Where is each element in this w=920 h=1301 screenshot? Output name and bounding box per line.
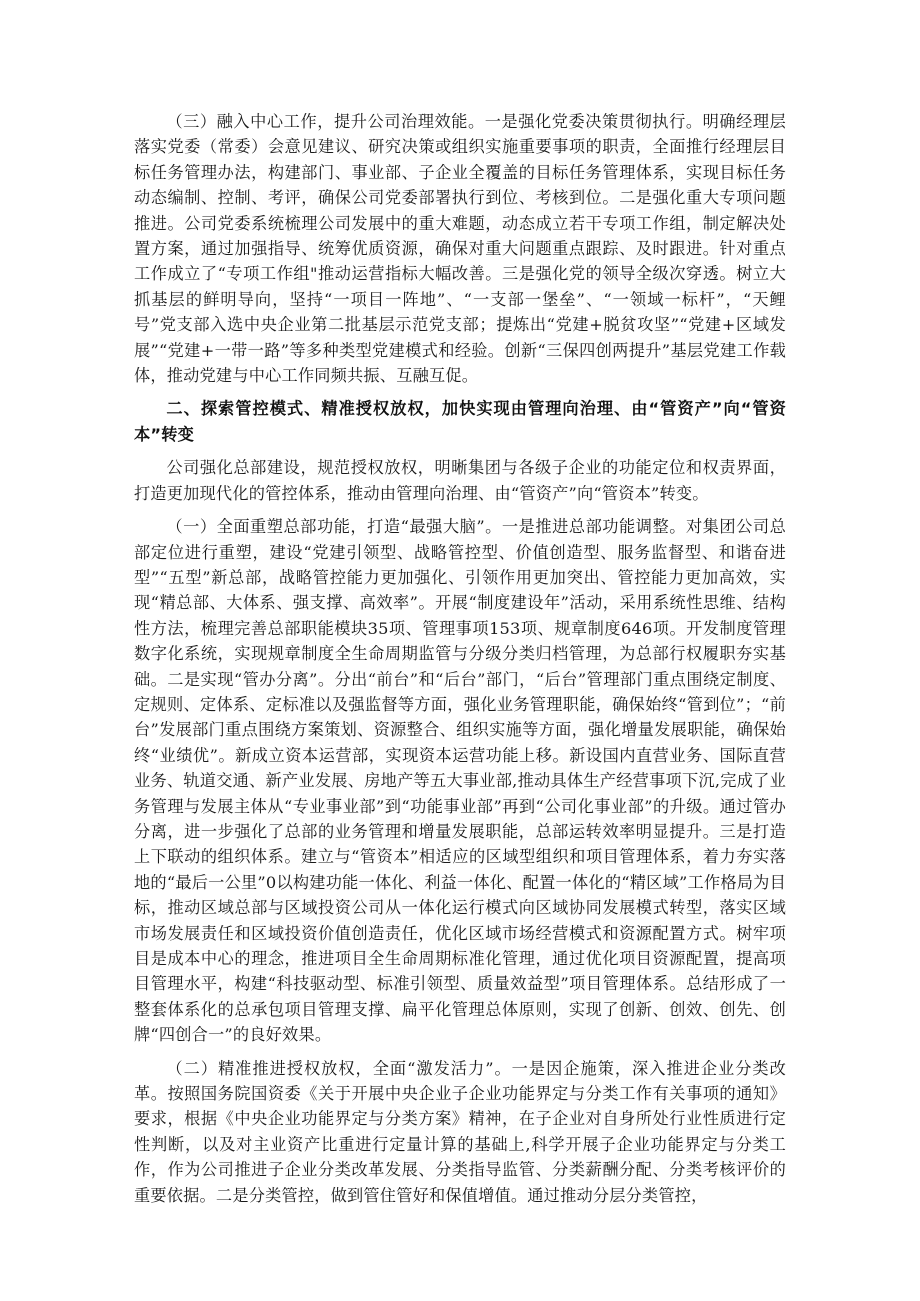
paragraph-authorization: （二）精准推进授权放权，全面“激发活力”。一是因企施策，深入推进企业分类改革。按照国务院国资委《关于开展中央企业子企业功能界定与分类工作有关事项的通知》要求，根据《中央企业功能界定与分类方案》精神，在子企业对自身所处行业性质进行定性判断，以及对主业资产比重进行定量计算的基础上,科学开展子企业功能界定与分类工作，作为公司推进子企业分类改革发展、分类指导监管、分类薪酬分配、分类考核评价的重要依据。二是分类管控，做到管住管好和保值增值。通过推动分层分类管控， (134, 1058, 786, 1205)
paragraph-headquarters-intro: 公司强化总部建设，规范授权放权，明晰集团与各级子企业的功能定位和权责界面，打造更加现代化的管控体系，推动由管理向治理、由“管资产”向“管资本”转变。 (134, 458, 786, 503)
section-heading-control-model: 二、探索管控模式、精准授权放权，加快实现由管理向治理、由“管资产”向“管资本”转变 (134, 399, 786, 444)
paragraph-party-committee-governance: （三）融入中心工作，提升公司治理效能。一是强化党委决策贯彻执行。明确经理层落实党委（常委）会意见建议、研究决策或组织实施重要事项的职责，全面推行经理层目标任务管理办法，构建部门、事业部、子企业全覆盖的目标任务管理体系，实现目标任务动态编制、控制、考评，确保公司党委部署执行到位、考核到位。二是强化重大专项问题推进。公司党委系统梳理公司发展中的重大难题，动态成立若干专项工作组，制定解决处置方案，通过加强指导、统筹优质资源，确保对重大问题重点跟踪、及时跟进。针对重点工作成立了“专项工作组"推动运营指标大幅改善。三是强化党的领导全级次穿透。树立大抓基层的鲜明导向，坚持“一项目一阵地”、“一支部一堡垒”、“一领域一标杆”，“天鲤号”党支部入选中央企业第二批基层示范党支部；提炼出“党建+脱贫攻坚”“党建+区域发展”“党建+一带一路”等多种类型党建模式和经验。创新“三保四创两提升”基层党建工作载体，推动党建与中心工作同频共振、互融互促。 (134, 112, 786, 386)
document-page (134, 109, 786, 1208)
paragraph-reshape-headquarters: （一）全面重塑总部功能，打造“最强大脑”。一是推进总部功能调整。对集团公司总部定位进行重塑，建设“党建引领型、战略管控型、价值创造型、服务监督型、和谐奋进型”“五型”新总部，战略管控能力更加强化、引领作用更加突出、管控能力更加高效，实现“精总部、大体系、强支撑、高效率”。开展“制度建设年”活动，采用系统性思维、结构性方法，梳理完善总部职能模块35项、管理事项153项、规章制度646项。开发制度管理数字化系统，实现规章制度全生命周期监管与分级分类归档管理，为总部行权履职夯实基础。二是实现“管办分离”。分出“前台”和“后台”部门，“后台”管理部门重点围绕定制度、定规则、定体系、定标准以及强监督等方面，强化业务管理职能，确保始终“管到位”；“前台”发展部门重点围绕方案策划、资源整合、组织实施等方面，强化增量发展职能，确保始终“业绩优”。新成立资本运营部，实现资本运营功能上移。新设国内直营业务、国际直营业务、轨道交通、新产业发展、房地产等五大事业部,推动具体生产经营事项下沉,完成了业务管理与发展主体从“专业事业部”到“功能事业部”再到“公司化事业部”的升级。通过管办分离，进一步强化了总部的业务管理和增量发展职能，总部运转效率明显提升。三是打造上下联动的组织体系。建立与“管资本”相适应的区域型组织和项目管理体系，着力夯实落地的“最后一公里”0以构建功能一体化、利益一体化、配置一体化的“精区域”工作格局为目标，推动区域总部与区域投资公司从一体化运行模式向区域协同发展模式转型，落实区域市场发展责任和区域投资价值创造责任，优化区域市场经营模式和资源配置方式。树牢项目是成本中心的理念，推进项目全生命周期标准化管理，通过优化项目资源配置，提高项目管理水平，构建“科技驱动型、标准引领型、质量效益型”项目管理体系。总结形成了一整套体系化的总承包项目管理支撑、扁平化管理总体原则，实现了创新、创效、创先、创牌“四创合一”的良好效果。 (134, 517, 786, 1045)
